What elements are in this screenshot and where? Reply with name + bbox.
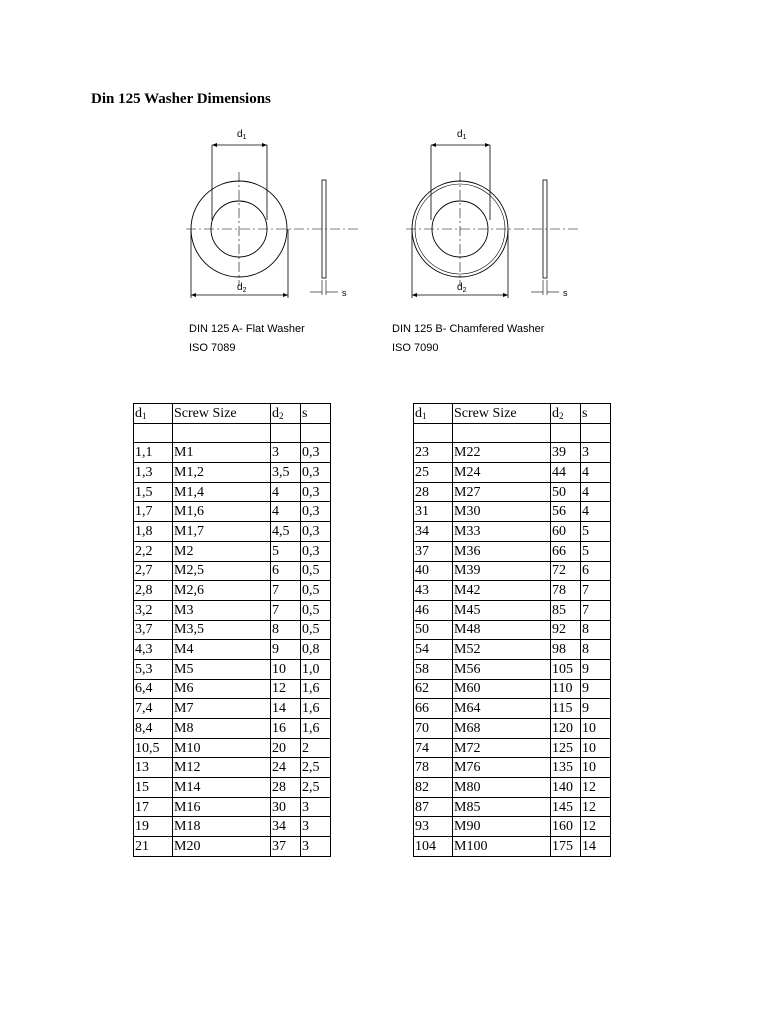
cell-d1: 54 [414, 640, 453, 660]
cell-s: 0,3 [301, 482, 331, 502]
cell-s: 1,6 [301, 679, 331, 699]
cell-d1: 46 [414, 600, 453, 620]
cell-d2: 39 [551, 443, 581, 463]
table-row [414, 463, 611, 483]
chamfered-washer-drawing [400, 120, 590, 305]
cell-d1: 3,7 [134, 620, 173, 640]
cell-screw-size: M36 [453, 541, 551, 561]
cell-d2: 24 [271, 758, 301, 778]
cell-s: 4 [581, 463, 611, 483]
cell-screw-size: M30 [453, 502, 551, 522]
table-row [414, 679, 611, 699]
cell-screw-size: M12 [173, 758, 271, 778]
cell-s: 5 [581, 541, 611, 561]
header-d2: $d_2$ [551, 404, 581, 424]
cell-s: 2,5 [301, 758, 331, 778]
cell-screw-size: M22 [453, 443, 551, 463]
cell-screw-size: M4 [173, 640, 271, 660]
cell-d2: 3,5 [271, 463, 301, 483]
cell-s: 0,5 [301, 581, 331, 601]
dimension-table-right [413, 403, 611, 857]
table-row [134, 797, 331, 817]
cell-d1: 1,7 [134, 502, 173, 522]
table-header-row [134, 404, 331, 424]
cell-screw-size: M2 [173, 541, 271, 561]
cell-d1: 87 [414, 797, 453, 817]
table-row [414, 561, 611, 581]
cell-d1: 1,3 [134, 463, 173, 483]
cell-screw-size: M60 [453, 679, 551, 699]
cell-d2: 4,5 [271, 522, 301, 542]
cell-screw-size: M39 [453, 561, 551, 581]
header-screw-size: Screw Size [173, 404, 271, 424]
cell-s: 4 [581, 502, 611, 522]
cell-d1: 3,2 [134, 600, 173, 620]
page-title: Din 125 Washer Dimensions [91, 91, 271, 107]
cell-d1: 70 [414, 719, 453, 739]
cell-d2: 12 [271, 679, 301, 699]
cell-d2: 56 [551, 502, 581, 522]
table-row [414, 659, 611, 679]
cell-d1: 2,8 [134, 581, 173, 601]
cell-s: 0,3 [301, 502, 331, 522]
cell-s: 0,8 [301, 640, 331, 660]
cell-screw-size: M6 [173, 679, 271, 699]
cell-s: 0,5 [301, 620, 331, 640]
cell-d1: 21 [134, 837, 173, 857]
cell-screw-size: M90 [453, 817, 551, 837]
cell-s: 1,6 [301, 699, 331, 719]
table-row [414, 482, 611, 502]
cell-d1: 13 [134, 758, 173, 778]
cell-d2: 6 [271, 561, 301, 581]
table-spacer-row [414, 423, 611, 443]
cell-screw-size: M2,6 [173, 581, 271, 601]
cell-s: 0,3 [301, 443, 331, 463]
cell-s: 5 [581, 522, 611, 542]
cell-s: 0,3 [301, 541, 331, 561]
cell-s: 9 [581, 679, 611, 699]
cell-d2: 28 [271, 778, 301, 798]
cell-d2: 8 [271, 620, 301, 640]
cell-d1: 43 [414, 581, 453, 601]
cell-d2: 16 [271, 719, 301, 739]
cell-d2: 50 [551, 482, 581, 502]
cell-d2: 34 [271, 817, 301, 837]
table-row [134, 581, 331, 601]
cell-screw-size: M10 [173, 738, 271, 758]
cell-s: 0,3 [301, 522, 331, 542]
cell-screw-size: M1,6 [173, 502, 271, 522]
header-d1: $d_1$ [134, 404, 173, 424]
cell-screw-size: M72 [453, 738, 551, 758]
cell-screw-size: M14 [173, 778, 271, 798]
table-row [414, 443, 611, 463]
cell-screw-size: M100 [453, 837, 551, 857]
dimension-table-left [133, 403, 331, 857]
d1-label: $d_1$ [237, 129, 247, 141]
cell-s: 10 [581, 719, 611, 739]
table-row [414, 778, 611, 798]
cell-d1: 78 [414, 758, 453, 778]
cell-screw-size: M3,5 [173, 620, 271, 640]
table-row [134, 502, 331, 522]
table-row [414, 797, 611, 817]
s-label: s [563, 288, 568, 298]
cell-screw-size: M42 [453, 581, 551, 601]
table-header-row [414, 404, 611, 424]
cell-d1: 37 [414, 541, 453, 561]
cell-d1: 31 [414, 502, 453, 522]
table-row [134, 482, 331, 502]
cell-d1: 5,3 [134, 659, 173, 679]
cell-screw-size: M1 [173, 443, 271, 463]
cell-screw-size: M5 [173, 659, 271, 679]
cell-d2: 7 [271, 581, 301, 601]
cell-screw-size: M1,4 [173, 482, 271, 502]
cell-d1: 15 [134, 778, 173, 798]
washer-figure-b [400, 120, 590, 310]
header-s: s [581, 404, 611, 424]
cell-d2: 175 [551, 837, 581, 857]
cell-d2: 4 [271, 482, 301, 502]
table-row [414, 640, 611, 660]
cell-s: 7 [581, 600, 611, 620]
cell-screw-size: M20 [173, 837, 271, 857]
table-row [134, 600, 331, 620]
cell-d2: 30 [271, 797, 301, 817]
table-row [134, 561, 331, 581]
flat-washer-drawing [180, 120, 370, 305]
caption-a: DIN 125 A- Flat Washer ISO 7089 [189, 323, 305, 354]
cell-screw-size: M1,7 [173, 522, 271, 542]
header-s: s [301, 404, 331, 424]
cell-s: 2 [301, 738, 331, 758]
table-row [134, 522, 331, 542]
table-row [414, 738, 611, 758]
cell-d2: 72 [551, 561, 581, 581]
cell-s: 8 [581, 620, 611, 640]
cell-screw-size: M16 [173, 797, 271, 817]
table-row [134, 620, 331, 640]
cell-d1: 62 [414, 679, 453, 699]
cell-d2: 4 [271, 502, 301, 522]
cell-d2: 140 [551, 778, 581, 798]
cell-d1: 1,1 [134, 443, 173, 463]
cell-screw-size: M33 [453, 522, 551, 542]
cell-screw-size: M68 [453, 719, 551, 739]
cell-s: 3 [581, 443, 611, 463]
cell-d2: 135 [551, 758, 581, 778]
table-row [134, 778, 331, 798]
cell-d2: 78 [551, 581, 581, 601]
cell-screw-size: M76 [453, 758, 551, 778]
d2-label: $d_2$ [457, 282, 467, 294]
cell-s: 0,5 [301, 561, 331, 581]
cell-d1: 2,2 [134, 541, 173, 561]
cell-d2: 14 [271, 699, 301, 719]
d1-label: $d_1$ [457, 129, 467, 141]
table-row [134, 679, 331, 699]
cell-s: 1,0 [301, 659, 331, 679]
cell-d2: 85 [551, 600, 581, 620]
table-row [134, 541, 331, 561]
header-d1: $d_1$ [414, 404, 453, 424]
cell-s: 3 [301, 797, 331, 817]
cell-d1: 19 [134, 817, 173, 837]
cell-screw-size: M8 [173, 719, 271, 739]
cell-d2: 66 [551, 541, 581, 561]
cell-s: 9 [581, 699, 611, 719]
cell-d2: 7 [271, 600, 301, 620]
cell-d2: 5 [271, 541, 301, 561]
header-screw-size: Screw Size [453, 404, 551, 424]
cell-screw-size: M18 [173, 817, 271, 837]
cell-s: 12 [581, 817, 611, 837]
cell-d2: 120 [551, 719, 581, 739]
cell-screw-size: M48 [453, 620, 551, 640]
cell-screw-size: M52 [453, 640, 551, 660]
cell-d2: 9 [271, 640, 301, 660]
table-row [134, 463, 331, 483]
cell-d1: 34 [414, 522, 453, 542]
cell-screw-size: M7 [173, 699, 271, 719]
cell-d2: 105 [551, 659, 581, 679]
cell-d1: 4,3 [134, 640, 173, 660]
cell-d2: 145 [551, 797, 581, 817]
cell-s: 0,5 [301, 600, 331, 620]
cell-d1: 40 [414, 561, 453, 581]
cell-s: 1,6 [301, 719, 331, 739]
cell-d1: 7,4 [134, 699, 173, 719]
table-row [134, 837, 331, 857]
cell-screw-size: M85 [453, 797, 551, 817]
table-row [134, 817, 331, 837]
cell-screw-size: M45 [453, 600, 551, 620]
cell-s: 4 [581, 482, 611, 502]
table-row [414, 837, 611, 857]
cell-screw-size: M2,5 [173, 561, 271, 581]
cell-d2: 60 [551, 522, 581, 542]
cell-screw-size: M24 [453, 463, 551, 483]
cell-d1: 74 [414, 738, 453, 758]
cell-d1: 23 [414, 443, 453, 463]
cell-s: 10 [581, 758, 611, 778]
table-row [134, 738, 331, 758]
table-row [134, 443, 331, 463]
cell-s: 3 [301, 837, 331, 857]
cell-d2: 10 [271, 659, 301, 679]
cell-d1: 50 [414, 620, 453, 640]
cell-d1: 2,7 [134, 561, 173, 581]
cell-s: 10 [581, 738, 611, 758]
washer-figure-a [180, 120, 370, 310]
table-row [414, 620, 611, 640]
cell-s: 9 [581, 659, 611, 679]
table-row [414, 541, 611, 561]
table-row [414, 581, 611, 601]
cell-d2: 37 [271, 837, 301, 857]
cell-d1: 104 [414, 837, 453, 857]
cell-s: 14 [581, 837, 611, 857]
header-d2: $d_2$ [271, 404, 301, 424]
cell-d1: 58 [414, 659, 453, 679]
cell-d2: 125 [551, 738, 581, 758]
cell-d1: 28 [414, 482, 453, 502]
cell-d2: 44 [551, 463, 581, 483]
table-row [134, 719, 331, 739]
cell-s: 7 [581, 581, 611, 601]
table-row [414, 502, 611, 522]
table-row [134, 699, 331, 719]
table-row [414, 522, 611, 542]
cell-d1: 17 [134, 797, 173, 817]
table-row [414, 600, 611, 620]
table-row [414, 699, 611, 719]
cell-d1: 82 [414, 778, 453, 798]
cell-s: 6 [581, 561, 611, 581]
cell-d1: 1,8 [134, 522, 173, 542]
cell-d1: 25 [414, 463, 453, 483]
table-row [414, 758, 611, 778]
cell-screw-size: M27 [453, 482, 551, 502]
cell-s: 12 [581, 778, 611, 798]
cell-d1: 8,4 [134, 719, 173, 739]
cell-screw-size: M1,2 [173, 463, 271, 483]
cell-d2: 3 [271, 443, 301, 463]
table-row [134, 659, 331, 679]
cell-d2: 92 [551, 620, 581, 640]
d2-label: $d_2$ [237, 282, 247, 294]
cell-screw-size: M3 [173, 600, 271, 620]
cell-d2: 115 [551, 699, 581, 719]
table-row [414, 719, 611, 739]
cell-screw-size: M80 [453, 778, 551, 798]
cell-d2: 20 [271, 738, 301, 758]
table-row [414, 817, 611, 837]
cell-s: 3 [301, 817, 331, 837]
s-label: s [342, 288, 347, 298]
cell-s: 0,3 [301, 463, 331, 483]
cell-d2: 160 [551, 817, 581, 837]
cell-d1: 1,5 [134, 482, 173, 502]
cell-s: 12 [581, 797, 611, 817]
cell-d2: 110 [551, 679, 581, 699]
cell-d1: 66 [414, 699, 453, 719]
cell-d1: 93 [414, 817, 453, 837]
caption-b: DIN 125 B- Chamfered Washer ISO 7090 [392, 323, 545, 354]
cell-s: 2,5 [301, 778, 331, 798]
table-row [134, 640, 331, 660]
cell-screw-size: M64 [453, 699, 551, 719]
cell-d2: 98 [551, 640, 581, 660]
table-spacer-row [134, 423, 331, 443]
cell-s: 8 [581, 640, 611, 660]
cell-d1: 10,5 [134, 738, 173, 758]
table-row [134, 758, 331, 778]
cell-screw-size: M56 [453, 659, 551, 679]
cell-d1: 6,4 [134, 679, 173, 699]
